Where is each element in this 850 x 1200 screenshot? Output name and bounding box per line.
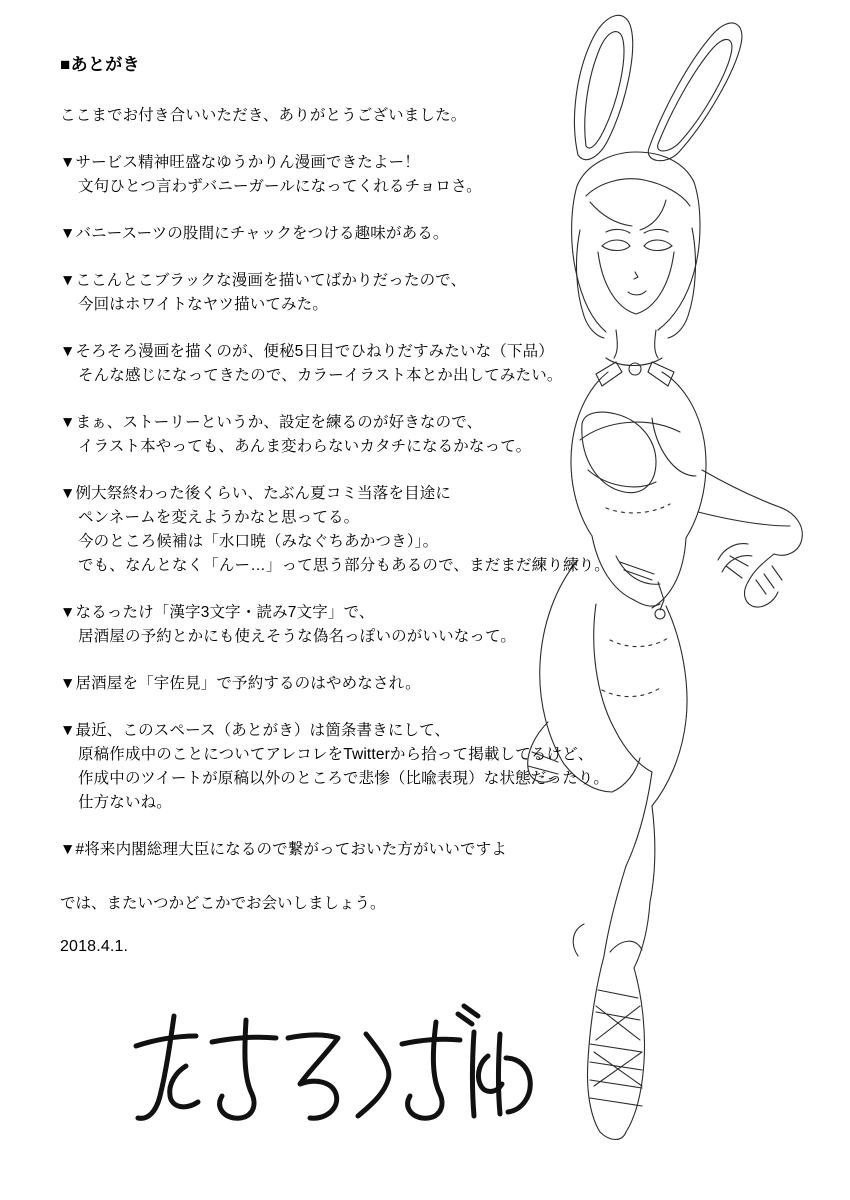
- paragraph-line: 文句ひとつ言わずバニーガールになってくれるチョロさ。: [78, 178, 482, 196]
- paragraph-line: イラスト本やっても、あんま変わらないカタチになるかなって。: [78, 438, 532, 456]
- date-stamp: 2018.4.1.: [60, 938, 129, 956]
- paragraph-line: ▼サービス精神旺盛なゆうかりん漫画できたよー！: [60, 154, 420, 172]
- paragraph-bullet-6: [60, 482, 620, 578]
- paragraph-line: ▼まぁ、ストーリーというか、設定を練るのが好きなので、: [60, 414, 483, 432]
- paragraph-thanks: [60, 104, 620, 128]
- closing-line: では、またいつかどこかでお会いしましょう。: [60, 895, 386, 913]
- paragraph-line: ペンネームを変えようかなと思ってる。: [78, 509, 360, 527]
- paragraph-line: ▼ここんとこブラックな漫画を描いてばかりだったので、: [60, 272, 467, 290]
- paragraph-line: 作成中のツイートが原稿以外のところで悲惨（比喩表現）な状態だったり。仕方ないね。: [78, 770, 610, 812]
- paragraph-line: 居酒屋の予約とかにも使えそうな偽名っぽいのがいいなって。: [78, 628, 517, 646]
- paragraph-bullet-8: [60, 672, 620, 696]
- page-title: ■あとがき: [60, 55, 140, 74]
- paragraph-line: そんな感じになってきたので、カラーイラスト本とか出してみたい。: [78, 367, 563, 385]
- paragraph-line: ▼バニースーツの股間にチャックをつける趣味がある。: [60, 225, 449, 243]
- afterword-text-column: [60, 54, 620, 956]
- paragraph-line: ▼なるったけ「漢字3文字・読み7文字」で、: [60, 604, 375, 622]
- paragraph-line: ▼例大祭終わった後くらい、たぶん夏コミ当落を目途に: [60, 485, 452, 503]
- paragraph-bullet-5: [60, 411, 620, 459]
- paragraph-bullet-9: [60, 719, 620, 815]
- paragraph-bullet-2: [60, 222, 620, 246]
- paragraph-line: 今回はホワイトなヤツ描いてみた。: [78, 296, 329, 314]
- paragraph-line: でも、なんとなく「んー…」って思う部分もあるので、まだまだ練り練り。: [78, 557, 610, 575]
- paragraph-bullet-10: [60, 838, 620, 862]
- paragraph-line: 今のところ候補は「水口暁（みなぐちあかつき）」。: [78, 533, 439, 551]
- paragraph-line: ここまでお付き合いいただき、ありがとうございました。: [60, 107, 467, 125]
- paragraph-line: ▼最近、このスペース（あとがき）は箇条書きにして、: [60, 722, 451, 740]
- paragraph-bullet-3: [60, 269, 620, 317]
- paragraph-line: ▼そろそろ漫画を描くのが、便秘5日目でひねりだすみたいな（下品）: [60, 343, 554, 361]
- paragraph-list: [60, 104, 620, 862]
- paragraph-line: ▼#将来内閣総理大臣になるので繋がっておいた方がいいですよ: [60, 841, 507, 859]
- paragraph-bullet-4: [60, 340, 620, 388]
- paragraph-bullet-1: [60, 151, 620, 199]
- paragraph-bullet-7: [60, 601, 620, 649]
- author-signature: [120, 1000, 540, 1140]
- paragraph-line: 原稿作成中のことについてアレコレをTwitterから拾って掲載してるけど、: [78, 746, 594, 764]
- paragraph-line: ▼居酒屋を「宇佐見」で予約するのはやめなされ。: [60, 675, 421, 693]
